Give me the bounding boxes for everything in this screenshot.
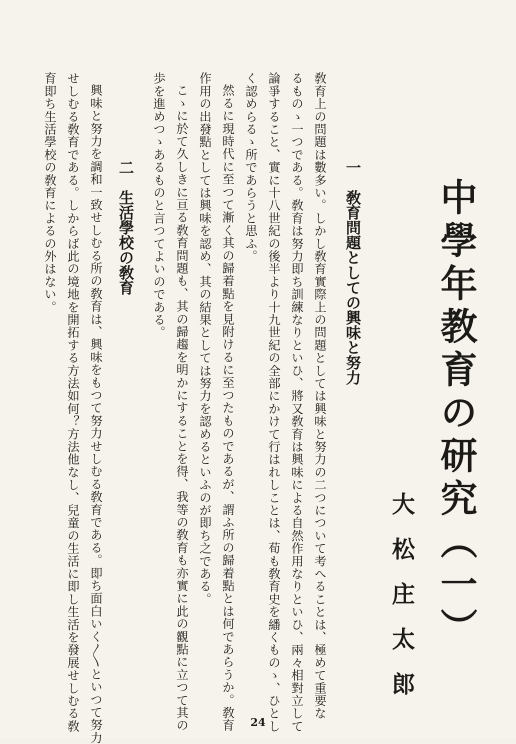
body-line: 論爭すること、實に十八世紀の後半より十九世紀の全部にかけて行はれしことは、荀も敎育史を繙くものゝ、ひとし <box>267 72 281 733</box>
body-line: 作用の出發點としては興味を認め、其の結果としては努力を認めるといふのが即ち之である。 <box>198 72 212 606</box>
body-line: く認めらるゝ所であらうと思ふ。 <box>244 72 258 263</box>
body-line: 育即ち生活學校の敎育によるの外はない。 <box>43 72 57 314</box>
body-line: るものゝ一つである。敎育は努力即ち訓練なりといひ、將又敎育は興味による自然作用なりといひ、兩々相對立して <box>290 72 304 733</box>
article-title: 中學年教育の研究（一） <box>434 178 478 651</box>
body-line: 敎育上の問題は數多い。しかし敎育實際上の問題としては興味と努力の二つについて考へることは、極めて重要な <box>313 72 327 720</box>
body-line: 歩を進めつゝあるものと言つてよいのである。 <box>152 72 166 339</box>
section-heading-1: 一 敎育問題としての興味と努力 <box>344 160 362 385</box>
section-heading-2: 二 生活學校の敎育 <box>117 160 135 295</box>
body-line: 興味と努力を調和一致せしむる所の敎育は、興味をもつて努力せしむる敎育である。即ち面白いく〳〵といつて努力 <box>89 84 103 744</box>
author-name: 大松庄太郎 <box>388 492 415 717</box>
body-line: 然るに現時代に至つて漸く其の歸着點を見附けるに至つたものであるが、謂ふ所の歸着點とは何であらうか。敎育 <box>221 84 235 732</box>
page-number: 24 <box>250 716 266 729</box>
body-line: せしむる敎育である。しからば此の境地を開拓する方法如何？方法他なし、兒童の生活に即し生活を發展せしむる敎 <box>66 72 80 733</box>
body-line: こゝに於て久しきに亘る敎育問題も、其の歸趨を明かにすることを得、我等の敎育も亦實に此の觀點に立つて其の <box>175 84 189 732</box>
